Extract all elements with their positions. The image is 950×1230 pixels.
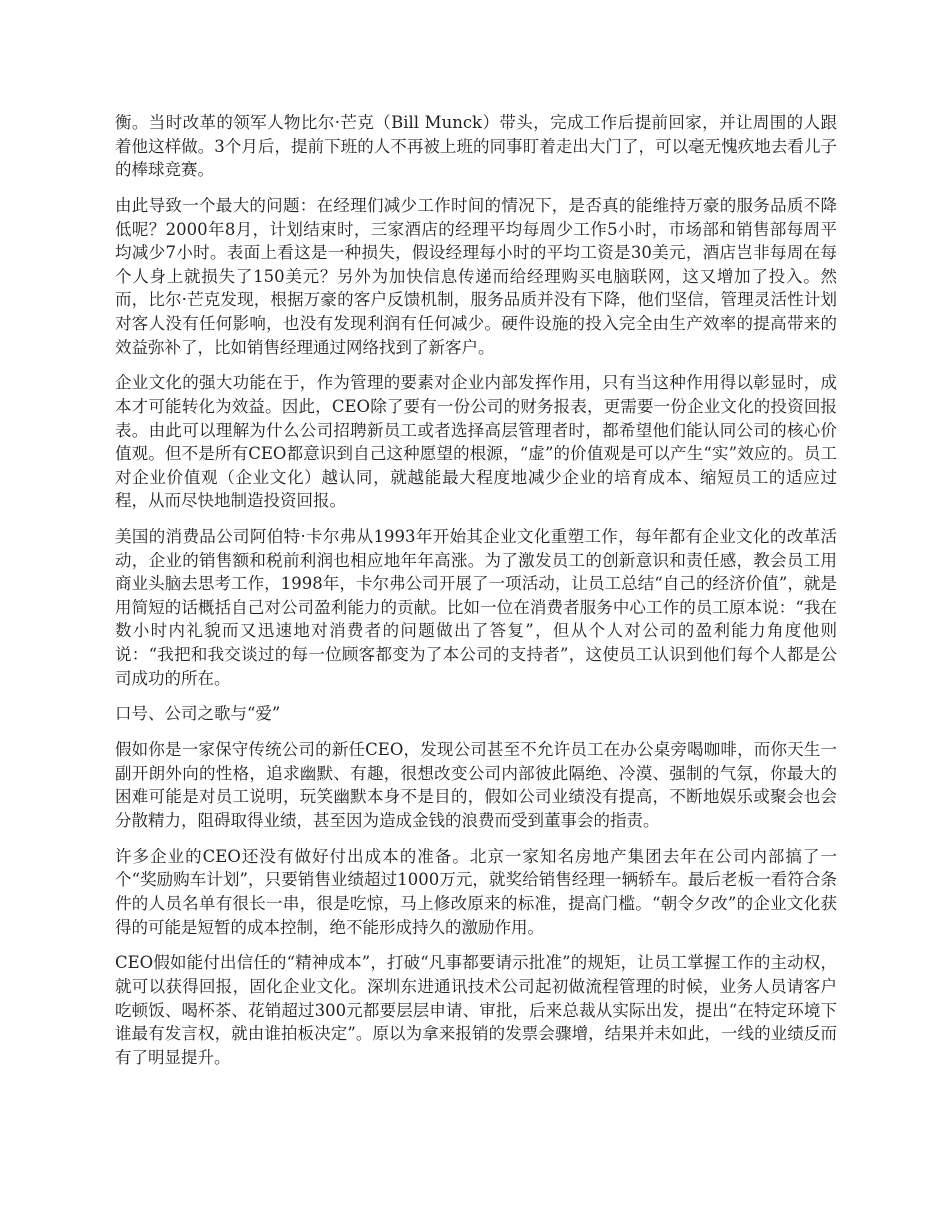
paragraph-1: 衡。当时改革的领军人物比尔·芒克（Bill Munck）带头，完成工作后提前回家，并让周围的人跟着他这样做。3个月后，提前下班的人不再被上班的同事盯着走出大门了，可以毫无愧疚地去看儿子的棒球竞赛。	[115, 113, 837, 180]
section-heading: 口号、公司之歌与“爱”	[115, 704, 281, 724]
paragraph-6: 许多企业的CEO还没有做好付出成本的准备。北京一家知名房地产集团去年在公司内部搞了一个“奖励购车计划”，只要销售业绩超过1000万元，就奖给销售经理一辆轿车。最后老板一看符合条件的人员名单有很长一串，很是吃惊，马上修改原来的标准，提高门槛。“朝令夕改”的企业文化获得的可能是短暂的成本控制，绝不能形成持久的激励作用。	[115, 846, 837, 937]
paragraph-3: 企业文化的强大功能在于，作为管理的要素对企业内部发挥作用，只有当这种作用得以彰显时，成本才可能转化为效益。因此，CEO除了要有一份公司的财务报表，更需要一份企业文化的投资回报表。由此可以理解为什么公司招聘新员工或者选择高层管理者时，都希望他们能认同公司的核心价值观。但不是所有CEO都意识到自己这种愿望的根源，“虚”的价值观是可以产生“实”效应的。员工对企业价值观（企业文化）越认同，就越能最大程度地减少企业的培育成本、缩短员工的适应过程，从而尽快地制造投资回报。	[115, 373, 837, 511]
paragraph-7: CEO假如能付出信任的“精神成本”，打破“凡事都要请示批准”的规矩，让员工掌握工作的主动权，就可以获得回报，固化企业文化。深圳东进通讯技术公司起初做流程管理的时候，业务人员请客户吃顿饭、喝杯茶、花销超过300元都要层层申请、审批，后来总裁从实际出发，提出“在特定环境下谁最有发言权，就由谁拍板决定”。原以为拿来报销的发票会骤增，结果并未如此，一线的业绩反而有了明显提升。	[115, 953, 837, 1067]
paragraph-5: 假如你是一家保守传统公司的新任CEO，发现公司甚至不允许员工在办公桌旁喝咖啡，而你天生一副开朗外向的性格，追求幽默、有趣，很想改变公司内部彼此隔绝、冷漠、强制的气氛，你最大的困难可能是对员工说明，玩笑幽默本身不是目的，假如公司业绩没有提高，不断地娱乐或聚会也会分散精力，阻碍取得业绩，甚至因为造成金钱的浪费而受到董事会的指责。	[115, 740, 837, 830]
paragraph-4: 美国的消费品公司阿伯特·卡尔弗从1993年开始其企业文化重塑工作，每年都有企业文化的改革活动，企业的销售额和税前利润也相应地年年高涨。为了激发员工的创新意识和责任感，教会员工用商业头脑去思考工作，1998年，卡尔弗公司开展了一项活动，让员工总结“自己的经济价值”，就是用简短的话概括自己对公司盈利能力的贡献。比如一位在消费者服务中心工作的员工原本说：“我在数小时内礼貌而又迅速地对消费者的问题做出了答复”，但从个人对公司的盈利能力角度他则说：“我把和我交谈过的每一位顾客都变为了本公司的支持者”，这使员工认识到他们每个人都是公司成功的所在。	[115, 527, 837, 688]
document-body	[115, 111, 837, 1081]
paragraph-2: 由此导致一个最大的问题：在经理们减少工作时间的情况下，是否真的能维持万豪的服务品质不降低呢？2000年8月，计划结束时，三家酒店的经理平均每周少工作5小时，市场部和销售部每周平均减少7小时。表面上看这是一种损失，假设经理每小时的平均工资是30美元，酒店岂非每周在每个人身上就损失了150美元？另外为加快信息传递而给经理购买电脑联网，这又增加了投入。然而，比尔·芒克发现，根据万豪的客户反馈机制，服务品质并没有下降，他们坚信，管理灵活性计划对客人没有任何影响，也没有发现利润有任何减少。硬件设施的投入完全由生产效率的提高带来的效益弥补了，比如销售经理通过网络找到了新客户。	[115, 195, 837, 357]
